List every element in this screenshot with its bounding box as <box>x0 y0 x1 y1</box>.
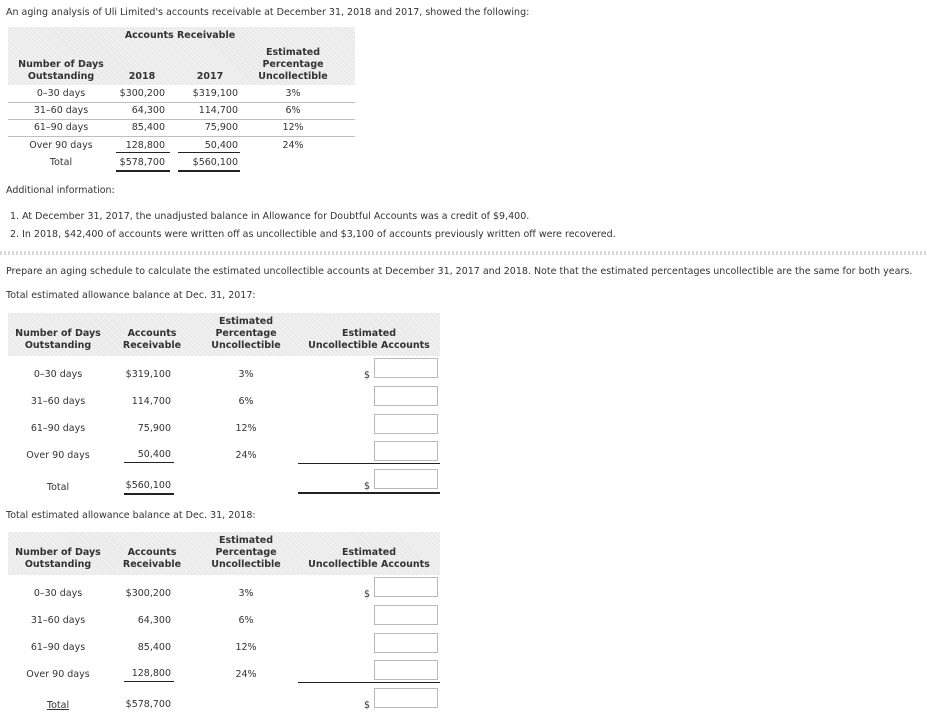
est-header-line1: Estimated <box>341 328 397 339</box>
days-header-line1: Number of Days <box>18 59 104 70</box>
info-item: 2. In 2018, $42,400 of accounts were written off as uncollectible and $3,100 of accounts previously written off were recovered. <box>10 229 616 240</box>
table-row-pct: 6% <box>238 615 254 626</box>
schedule-2017-label: Total estimated allowance balance at Dec. 31, 2017: <box>6 290 256 301</box>
table-row-pct: 6% <box>285 105 301 116</box>
table-row-pct: 3% <box>285 88 301 99</box>
total-ar: $578,700 <box>125 699 171 710</box>
schedule-2018-label: Total estimated allowance balance at Dec. 31, 2018: <box>6 510 256 521</box>
table-row-2017: $319,100 <box>192 88 238 99</box>
pct-header-line3: Uncollectible <box>211 340 281 351</box>
pct-header-line1: Estimated <box>218 535 274 546</box>
table-row-2018: $300,200 <box>119 88 165 99</box>
days-header-line1: Number of Days <box>15 547 101 558</box>
days-header-line2: Outstanding <box>27 71 95 82</box>
uncollectible-input-31-60[interactable] <box>374 605 438 625</box>
table-row-2017: 50,400 <box>204 140 238 151</box>
days-header-line2: Outstanding <box>24 340 92 351</box>
total-label: Total <box>49 157 73 168</box>
pct-header-line3: Uncollectible <box>211 559 281 570</box>
table-row-2018: 128,800 <box>125 140 165 151</box>
table-row-ar: 64,300 <box>137 615 171 626</box>
table-row-ar: 114,700 <box>131 396 171 407</box>
currency-symbol: $ <box>364 370 371 381</box>
table-row-days: 61–90 days <box>30 642 86 653</box>
ar-header-line1: Accounts <box>127 328 177 339</box>
additional-info-label: Additional information: <box>6 185 115 196</box>
table-row-ar: 75,900 <box>137 423 171 434</box>
accounts-receivable-header: Accounts Receivable <box>124 30 236 41</box>
table-row-pct: 24% <box>235 450 257 461</box>
ar-header-line1: Accounts <box>127 547 177 558</box>
info-item: 1. At December 31, 2017, the unadjusted balance in Allowance for Doubtful Accounts was a credit of $9,400. <box>10 211 530 222</box>
days-header-line2: Outstanding <box>24 559 92 570</box>
uncollectible-input-61-90[interactable] <box>374 633 438 653</box>
total-label: Total <box>46 482 70 493</box>
table-row-days: 31–60 days <box>30 615 86 626</box>
year-2017-header: 2017 <box>196 71 224 82</box>
est-header-line2: Uncollectible Accounts <box>308 559 430 570</box>
est-header-line2: Uncollectible Accounts <box>308 340 430 351</box>
table-row-pct: 3% <box>238 588 254 599</box>
pct-header-line2: Percentage <box>215 328 277 339</box>
table-row-days: 0–30 days <box>33 369 83 380</box>
total-label: Total <box>46 700 70 711</box>
total-ar: $560,100 <box>125 480 171 491</box>
table-row-ar: 128,800 <box>131 668 171 679</box>
table-row-pct: 6% <box>238 396 254 407</box>
table-row-days: 0–30 days <box>33 588 83 599</box>
table-row-2018: 64,300 <box>131 105 165 116</box>
table-row-days: 31–60 days <box>33 105 89 116</box>
table-row-days: 61–90 days <box>33 122 89 133</box>
table-row-2018: 85,400 <box>131 122 165 133</box>
table-row-2017: 114,700 <box>198 105 238 116</box>
table-row-days: 31–60 days <box>30 396 86 407</box>
intro-text: An aging analysis of Uli Limited's accounts receivable at December 31, 2018 and 2017, showed the following: <box>6 7 530 18</box>
table-row-days: 61–90 days <box>30 423 86 434</box>
year-2018-header: 2018 <box>128 71 156 82</box>
days-header-line1: Number of Days <box>15 328 101 339</box>
table-row-ar: $300,200 <box>125 588 171 599</box>
table-row-ar: $319,100 <box>125 369 171 380</box>
est-header-line1: Estimated <box>341 547 397 558</box>
ar-header-line2: Receivable <box>122 340 182 351</box>
currency-symbol: $ <box>364 700 371 711</box>
total-2018: $578,700 <box>119 157 165 168</box>
uncollectible-input-over-90[interactable] <box>374 660 438 680</box>
table-row-pct: 24% <box>235 669 257 680</box>
uncollectible-total-input[interactable] <box>374 469 438 489</box>
table-row-pct: 12% <box>282 122 304 133</box>
table-row-ar: 85,400 <box>137 642 171 653</box>
table-row-2017: 75,900 <box>204 122 238 133</box>
pct-header-line2: Percentage <box>262 59 324 70</box>
uncollectible-input-0-30[interactable] <box>374 358 438 378</box>
table-row-pct: 3% <box>238 369 254 380</box>
uncollectible-total-input[interactable] <box>374 688 438 708</box>
pct-header-line2: Percentage <box>215 547 277 558</box>
pct-header-line1: Estimated <box>218 316 274 327</box>
table-row-days: Over 90 days <box>29 140 93 151</box>
total-2017: $560,100 <box>192 157 238 168</box>
section-divider <box>0 251 927 255</box>
prompt-text: Prepare an aging schedule to calculate the estimated uncollectible accounts at December 31, 2017 and 2018. Note that the estimated percentages uncollectible are the same for both years. <box>6 266 913 277</box>
currency-symbol: $ <box>364 481 371 492</box>
uncollectible-input-over-90[interactable] <box>374 441 438 461</box>
uncollectible-input-0-30[interactable] <box>374 577 438 597</box>
table-row-pct: 24% <box>282 140 304 151</box>
table-row-pct: 12% <box>235 642 257 653</box>
pct-header-line3: Uncollectible <box>258 71 328 82</box>
table-row-pct: 12% <box>235 423 257 434</box>
ar-header-line2: Receivable <box>122 559 182 570</box>
uncollectible-input-61-90[interactable] <box>374 414 438 434</box>
pct-header-line1: Estimated <box>265 47 321 58</box>
table-row-days: Over 90 days <box>26 450 90 461</box>
table-row-days: 0–30 days <box>36 88 86 99</box>
table-row-ar: 50,400 <box>137 449 171 460</box>
currency-symbol: $ <box>364 589 371 600</box>
table-row-days: Over 90 days <box>26 669 90 680</box>
uncollectible-input-31-60[interactable] <box>374 386 438 406</box>
